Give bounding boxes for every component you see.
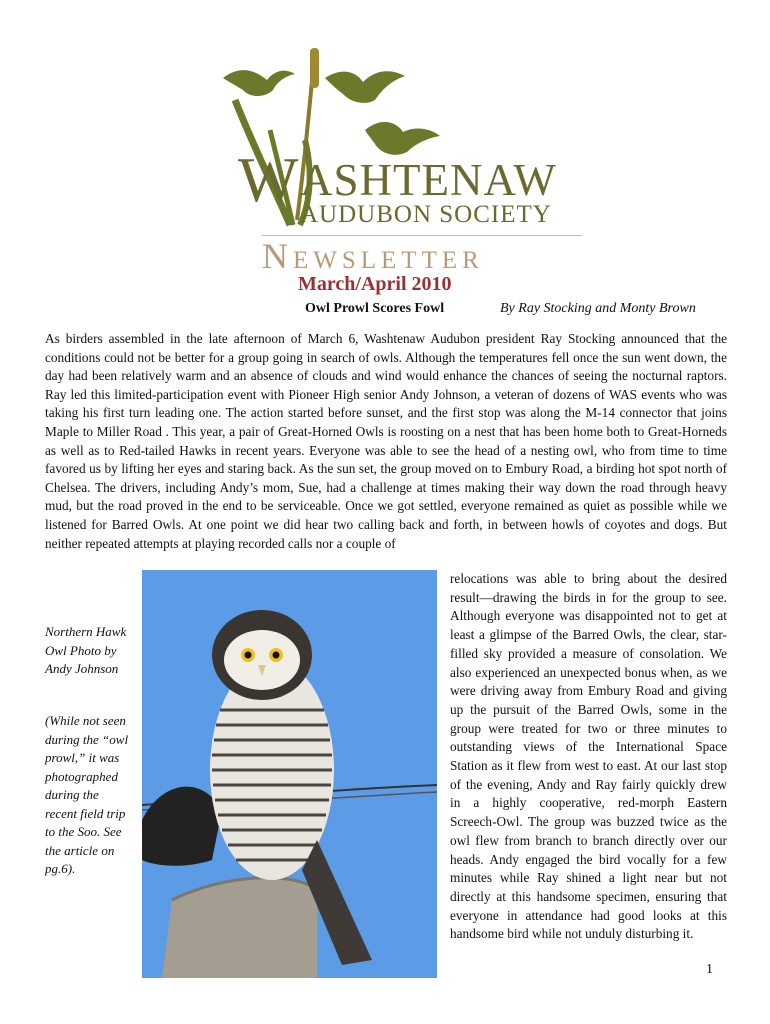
org-initial: W xyxy=(238,144,300,215)
northern-hawk-owl-image xyxy=(142,570,437,978)
newsletter-title: Newsletter xyxy=(262,236,484,276)
org-name: W ASHTENAW xyxy=(238,144,557,215)
article-headline: Owl Prowl Scores Fowl xyxy=(305,301,445,316)
org-subtitle: AUDUBON SOCIETY xyxy=(300,201,552,228)
owl-photo xyxy=(142,570,437,978)
article-column: relocations was able to bring about the desired result—drawing the birds in for the group to see. Although everyone was disappointed not to get at least a glimpse of the Barred Owls, the clear, star-filled sky provided a measure of consolation. We also experienced an unexpected bonus when, as we were driving away from Embury Road and giving up the pursuit of the Barred Owls, some in the group were treated for two or three minutes to outstanding views of the International Space Station as it flew from west to east. At our last stop of the evening, Andy and Ray fairly quickly drew in a highly cooperative, red-morph Eastern Screech-Owl. The group was buzzed twice as the owl flew from branch to branch directly over our heads. Andy engaged the bird vocally for a few minutes while Ray shined a light near but not directly at this handsome specimen, ensuring that everyone in attendance had good looks at this handsome bird while not unduly disturbing it. xyxy=(450,571,727,942)
page-number: 1 xyxy=(706,962,713,977)
photo-caption: Northern Hawk Owl Photo by Andy Johnson xyxy=(45,624,127,676)
issue-date: March/April 2010 xyxy=(298,273,452,295)
masthead xyxy=(0,0,770,300)
photo-note: (While not seen during the “owl prowl,” it was photographed during the recent field trip to the Soo. See the article on pg.6). xyxy=(45,713,129,876)
article-byline: By Ray Stocking and Monty Brown xyxy=(500,301,696,316)
article-body: As birders assembled in the late afternoon of March 6, Washtenaw Audubon president Ray Stocking announced that the conditions could not be better for a group going in search of owls. Although the temperatures fell once the sun went down, the day had been relatively warm and an absence of clouds and wind would enhance the chances of seeing the nocturnal raptors. Ray led this limited-participation event with Pioneer High senior Andy Johnson, a veteran of dozens of WAS events who was taking his first turn leading one. The action started before sunset, and the first stop was along the M-14 connector that joins Maple to Miller Road . This year, a pair of Great-Horned Owls is roosting on a nest that has been home both to Great-Horneds as well as to Red-tailed Hawks in recent years. Everyone was able to see the head of a nesting owl, who from time to time favored us by lifting her eyes and staring back. As the sun set, the group moved on to Embury Road, a birding hot spot north of Chelsea. The drivers, including Andy’s mom, Sue, had a challenge at times making their way down the road through heavy mud, but the road proved in the end to be serviceable. Once we got settled, everyone remained as quiet as possible while we listened for Barred Owls. At one point we did hear two calling back and forth, in between howls of coyotes and dogs. But neither repeated attempts at playing recorded calls nor a couple of xyxy=(45,331,727,551)
